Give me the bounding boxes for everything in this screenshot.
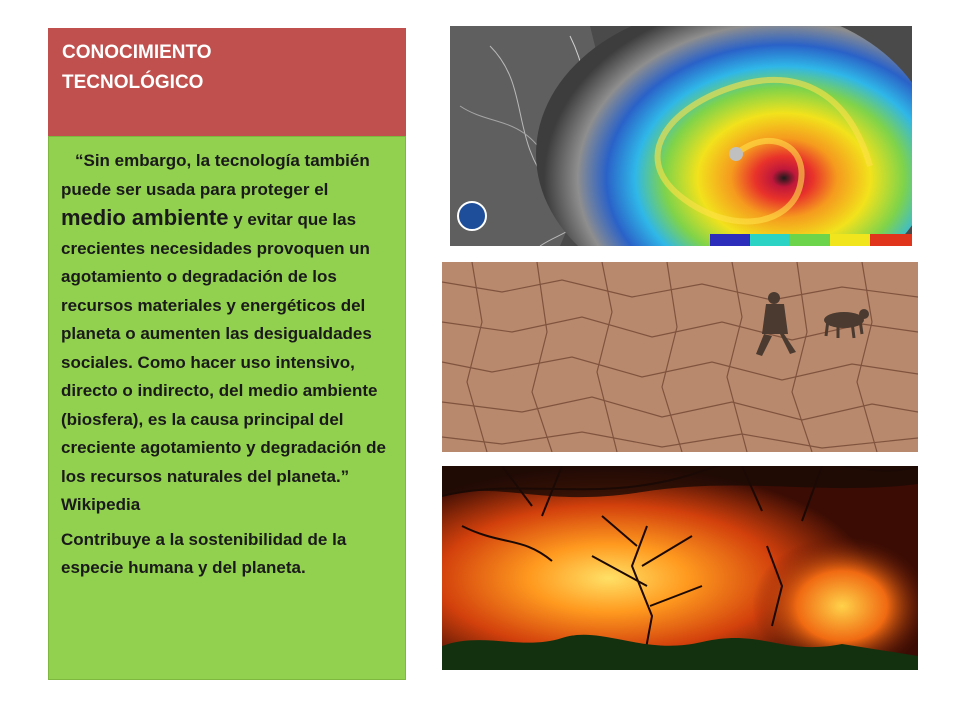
title-box bbox=[48, 28, 406, 136]
forest-fire-photo bbox=[442, 466, 918, 670]
slide-title-line-2: TECNOLÓGICO bbox=[62, 72, 204, 93]
slide-title-line-1: CONOCIMIENTO bbox=[62, 42, 212, 63]
hurricane-satellite-image bbox=[450, 26, 912, 246]
quote-text-part-1: “Sin embargo, la tecnología también puede ser usada para proteger el bbox=[61, 151, 370, 199]
quote-paragraph bbox=[61, 147, 393, 520]
conclusion-paragraph: Contribuye a la sostenibilidad de la especie humana y del planeta. bbox=[61, 529, 347, 577]
quote-highlight: medio ambiente bbox=[61, 205, 229, 230]
drought-cracked-earth-photo bbox=[442, 262, 918, 452]
quote-text-part-2: y evitar que las crecientes necesidades provoquen un agotamiento o degradación de los recursos materiales y energéticos del planeta o aumenten las desigualdades sociales. Como hacer uso intensivo, directo o indirecto, del medio ambiente (biosfera), es la causa principal del creciente agotamiento y degradación de los recursos naturales del planeta.” Wikipedia bbox=[61, 210, 386, 514]
body-text-box bbox=[48, 136, 406, 680]
